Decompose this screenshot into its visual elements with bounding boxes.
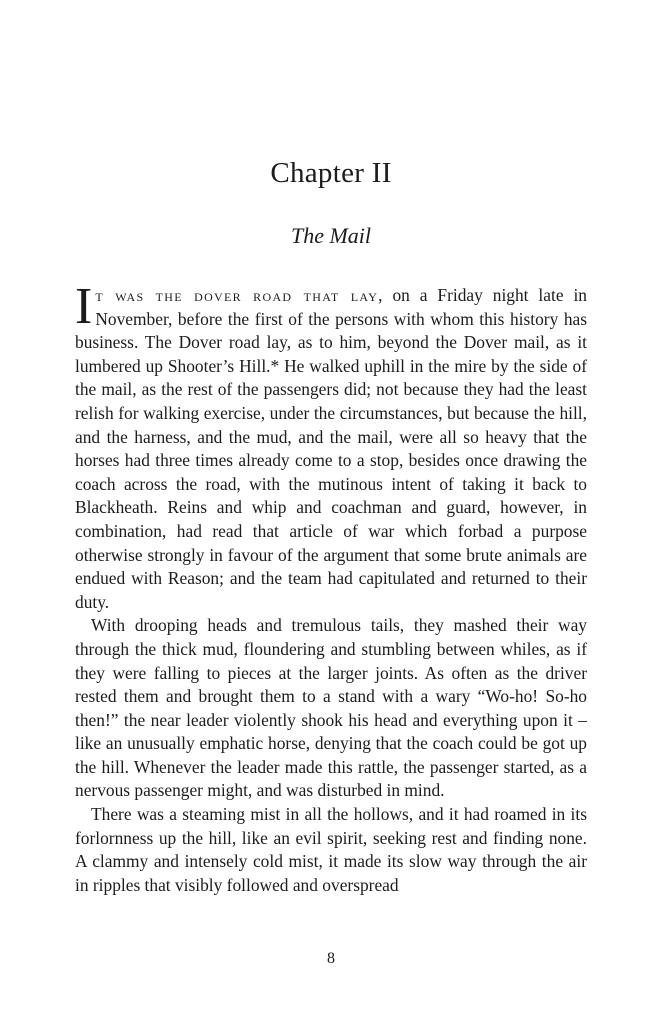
paragraph-2: With drooping heads and tremulous tails, they mashed their way through the thick mud, floundering and stumbling between whiles, as if they were falling to pieces at the larger joints. As often as the driver rested them and brought them to a stand with a wary “Wo-ho! So-ho then!” the near leader violently shook his head and everything upon it – like an unusually emphatic horse, denying that the coach could be got up the hill. Whenever the leader made this rattle, the passenger started, as a nervous passenger might, and was disturbed in mind. <box>75 615 587 801</box>
paragraph-3: There was a steaming mist in all the hollows, and it had roamed in its forlornness up the hill, like an evil spirit, seeking rest and finding none. A clammy and intensely cold mist, it made its slow way through the air in ripples that visibly followed and overspread <box>75 804 587 895</box>
chapter-title: Chapter II <box>270 157 392 189</box>
paragraph-1-text: , on a Friday night late in November, before the first of the persons with whom this history has business. The Dover road lay, as to him, beyond the Dover mail, as it lumbered up Shooter’s Hill.* He walked uphill in the mire by the side of the mail, as the rest of the passengers did; not because they had the least relish for walking exercise, under the circumstances, but because the hill, and the harness, and the mud, and the mail, were all so heavy that the horses had three times already come to a stop, besides once drawing the coach across the road, with the mutinous intent of taking it back to Blackheath. Reins and whip and coachman and guard, however, in combination, had read that article of war which forbad a purpose otherwise strongly in favour of the argument that some brute animals are endued with Reason; and the team had capitulated and returned to their duty. <box>75 285 587 612</box>
page-number: 8 <box>327 950 335 967</box>
chapter-subtitle: The Mail <box>290 223 372 248</box>
paragraph-1 <box>75 278 587 614</box>
body-text <box>75 278 587 897</box>
drop-cap: I <box>75 278 93 335</box>
opening-small-caps: t was the dover road that lay <box>95 285 379 305</box>
